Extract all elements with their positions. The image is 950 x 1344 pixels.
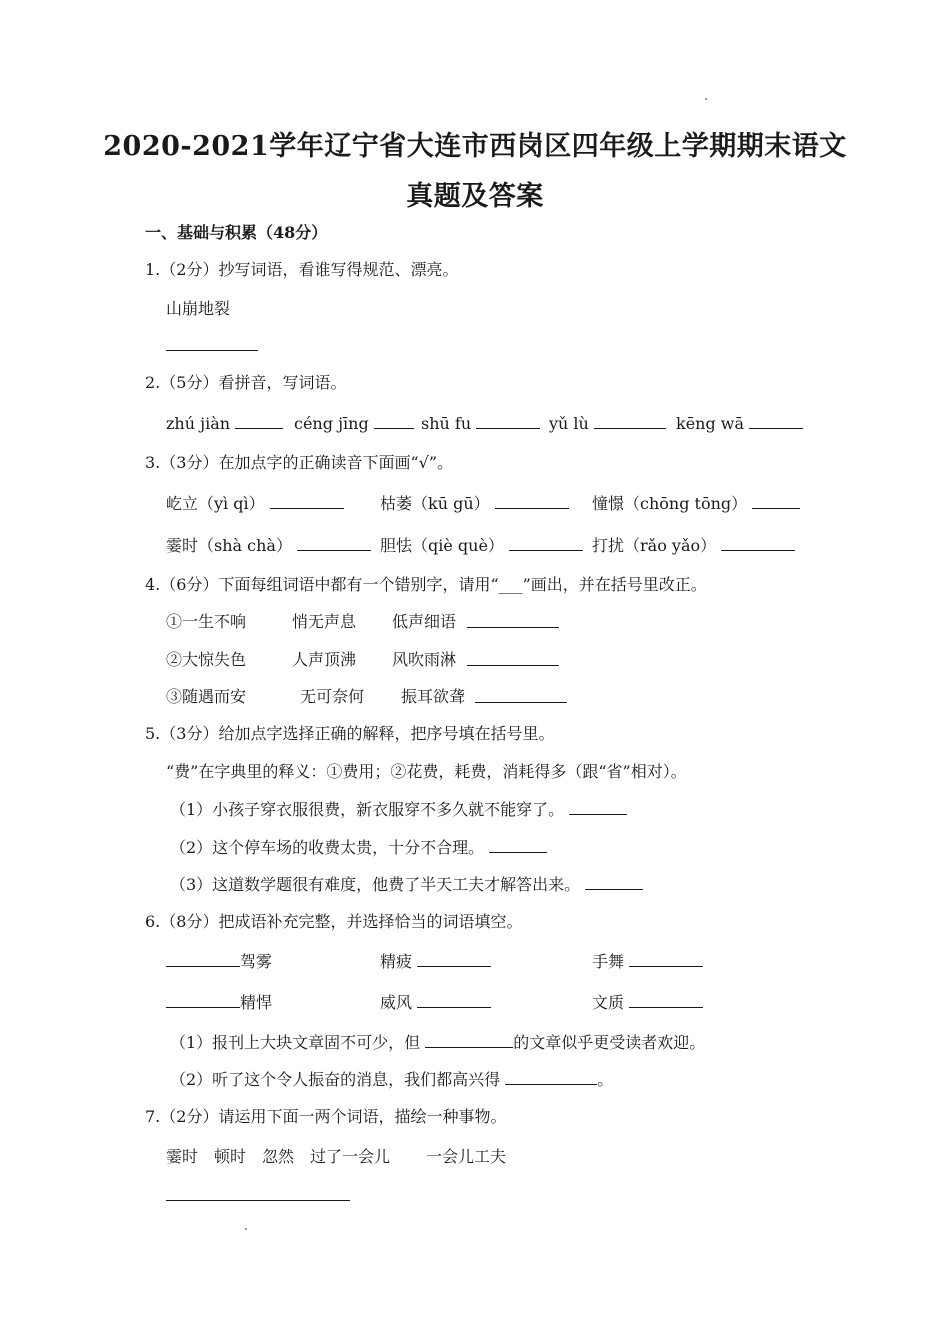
q6-stem: 6.（8分）把成语补充完整，并选择恰当的词语填空。 — [145, 912, 523, 931]
q4-row-2-word-1: ②大惊失色 — [166, 650, 247, 669]
section-heading: 一、基础与积累（48分） — [145, 223, 328, 242]
q5-blank-2[interactable] — [489, 836, 547, 853]
q2-pinyin-5: kēng wā — [676, 412, 803, 435]
q3-blank-3[interactable] — [752, 492, 800, 509]
q2-pinyin-4: yǔ lù — [549, 412, 666, 435]
q3-stem: 3.（3分）在加点字的正确读音下面画“√”。 — [145, 453, 454, 472]
q7-word-2: 顿时 — [214, 1147, 247, 1166]
q3-item-2: 枯萎（kū gū） — [380, 492, 569, 515]
q3-item-4: 霎时（shà chà） — [166, 534, 371, 557]
q5-definition: “费”在字典里的释义：①费用；②花费，耗费，消耗得多（跟“省”相对）。 — [166, 762, 687, 781]
q2-stem: 2.（5分）看拼音，写词语。 — [145, 373, 347, 392]
q2-pinyin-3: shū fu — [421, 412, 540, 435]
q4-row-3-word-1: ③随遇而安 — [166, 687, 247, 706]
q3-item-5: 胆怯（qiè què） — [380, 534, 583, 557]
q6-idiom-5: 威风 — [380, 991, 491, 1014]
q5-blank-1[interactable] — [569, 798, 627, 815]
q6-sentence-2: （2）听了这个令人振奋的消息，我们都高兴得 。 — [170, 1070, 614, 1089]
q7-word-4: 过了一会儿 — [310, 1147, 391, 1166]
q5-item-1: （1）小孩子穿衣服很费，新衣服穿不多久就不能穿了。 — [170, 798, 627, 821]
q6-sentence-1-blank[interactable] — [425, 1031, 513, 1048]
q1-answer-blank[interactable] — [166, 334, 258, 357]
q3-blank-6[interactable] — [721, 534, 795, 551]
q2-pinyin-1: zhú jiàn — [166, 412, 283, 435]
q6-sentence-2-blank[interactable] — [505, 1068, 597, 1085]
q3-blank-5[interactable] — [509, 534, 583, 551]
q4-row-2-word-3: 风吹雨淋 — [392, 650, 457, 669]
title-line-2: 真题及答案 — [406, 181, 544, 212]
q6-blank-3[interactable] — [629, 950, 703, 967]
q6-idiom-4: 精悍 — [166, 991, 272, 1014]
q4-stem: 4.（6分）下面每组词语中都有一个错别字，请用“___”画出，并在括号里改正。 — [145, 575, 707, 594]
q5-item-2: （2）这个停车场的收费太贵，十分不合理。 — [170, 836, 547, 859]
speck — [705, 98, 707, 100]
speck — [245, 1228, 247, 1230]
q5-item-3: （3）这道数学题很有难度，他费了半天工夫才解答出来。 — [170, 873, 643, 896]
q7-word-1: 霎时 — [166, 1147, 199, 1166]
q7-stem: 7.（2分）请运用下面一两个词语，描绘一种事物。 — [145, 1107, 507, 1126]
q3-blank-1[interactable] — [270, 492, 344, 509]
q3-item-6: 打扰（rǎo yǎo） — [592, 534, 795, 557]
q6-sentence-1: （1）报刊上大块文章固不可少，但 的文章似乎更受读者欢迎。 — [170, 1033, 706, 1052]
q2-blank-1[interactable] — [235, 412, 283, 429]
q7-answer-blank[interactable] — [166, 1184, 350, 1207]
q4-blank-3[interactable] — [475, 686, 567, 709]
q7-word-5: 一会儿工夫 — [426, 1147, 507, 1166]
q6-blank-5[interactable] — [417, 991, 491, 1008]
q1-word: 山崩地裂 — [166, 299, 231, 318]
q3-item-1: 屹立（yì qì） — [166, 492, 344, 515]
q6-idiom-6: 文质 — [592, 991, 703, 1014]
q4-blank-1[interactable] — [467, 611, 559, 634]
q5-stem: 5.（3分）给加点字选择正确的解释，把序号填在括号里。 — [145, 724, 555, 743]
q7-word-3: 忽然 — [262, 1147, 295, 1166]
q3-item-3: 憧憬（chōng tōng） — [592, 492, 800, 515]
q6-blank-2[interactable] — [417, 950, 491, 967]
q2-blank-2[interactable] — [374, 412, 414, 429]
q2-blank-4[interactable] — [594, 412, 666, 429]
q2-blank-5[interactable] — [749, 412, 803, 429]
q4-row-3-word-3: 振耳欲聋 — [401, 687, 466, 706]
q2-blank-3[interactable] — [476, 412, 540, 429]
q1-stem: 1.（2分）抄写词语，看谁写得规范、漂亮。 — [145, 260, 459, 279]
q6-idiom-3: 手舞 — [592, 950, 703, 973]
q6-idiom-2: 精疲 — [380, 950, 491, 973]
q4-row-2-word-2: 人声顶沸 — [292, 650, 357, 669]
q6-blank-6[interactable] — [629, 991, 703, 1008]
q4-row-1-word-1: ①一生不响 — [166, 612, 247, 631]
q6-blank-4[interactable] — [166, 991, 240, 1008]
q4-blank-2[interactable] — [467, 649, 559, 672]
q5-blank-3[interactable] — [585, 873, 643, 890]
q3-blank-4[interactable] — [297, 534, 371, 551]
q6-blank-1[interactable] — [166, 950, 240, 967]
q4-row-1-word-3: 低声细语 — [392, 612, 457, 631]
q3-blank-2[interactable] — [495, 492, 569, 509]
q6-idiom-1: 驾雾 — [166, 950, 272, 973]
title-line-1: 2020-2021学年辽宁省大连市西岗区四年级上学期期末语文 — [103, 131, 847, 162]
q4-row-3-word-2: 无可奈何 — [300, 687, 365, 706]
q4-row-1-word-2: 悄无声息 — [292, 612, 357, 631]
q2-pinyin-2: céng jīng — [294, 412, 414, 435]
